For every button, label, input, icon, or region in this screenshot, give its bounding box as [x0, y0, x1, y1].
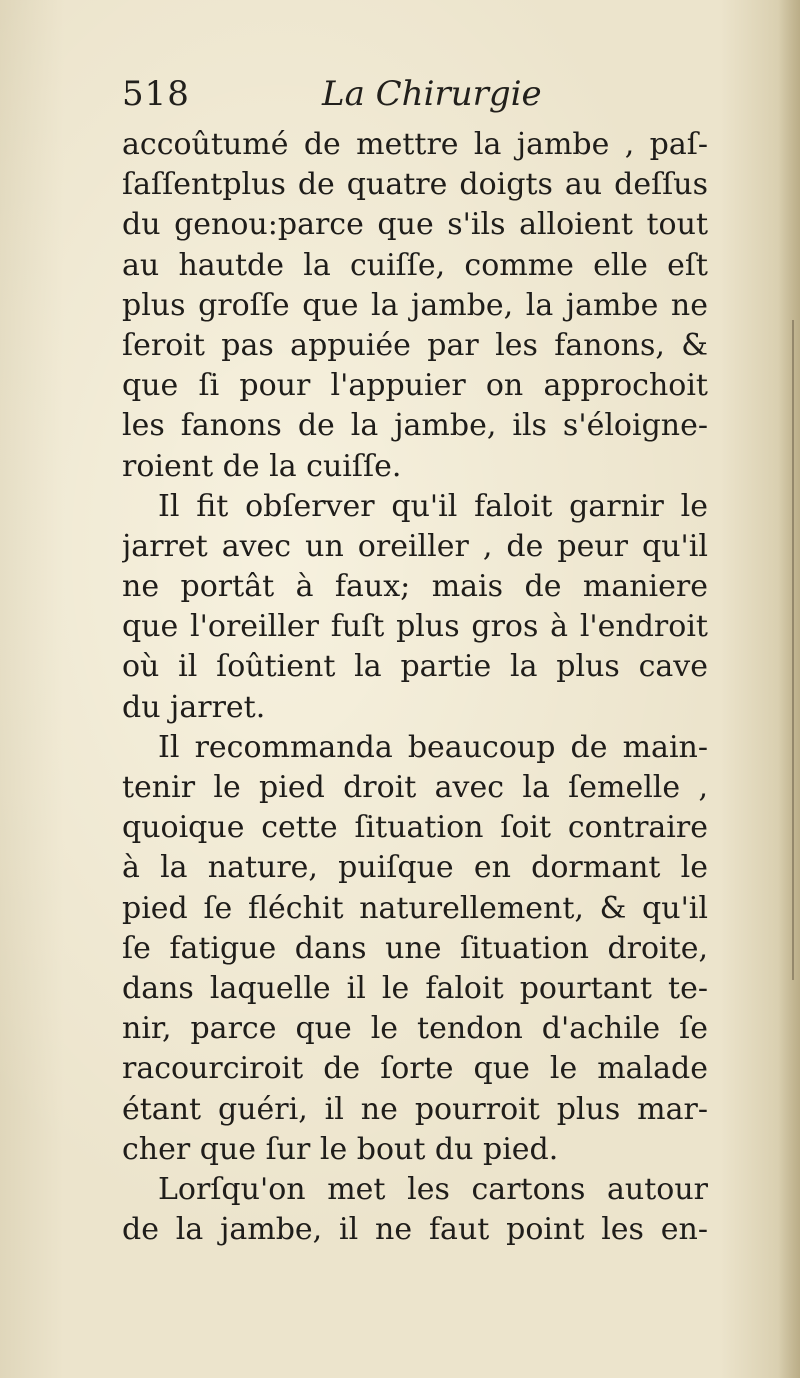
text-line: ne portât à faux; mais de maniere — [122, 569, 708, 605]
text-line: accoûtumé de mettre la jambe , paſ- — [122, 127, 708, 162]
body-text — [122, 125, 708, 1250]
page-edge-line — [792, 320, 794, 980]
text-line: Il fit obſerver qu'il faloit garnir le — [158, 488, 708, 524]
text-line: pied ſe fléchit naturellement, & qu'il — [122, 890, 708, 926]
text-line: à la nature, puiſque en dormant le — [122, 850, 708, 886]
text-line: quoique cette ſituation ſoit contraire — [122, 810, 708, 846]
text-line: les fanons de la jambe, ils s'éloigne- — [122, 408, 708, 444]
text-line: étant guéri, il ne pourroit plus mar- — [122, 1091, 708, 1127]
text-line: roient de la cuiſſe. — [122, 448, 402, 484]
text-line: Lorſqu'on met les cartons autour — [158, 1171, 708, 1207]
running-header — [122, 74, 562, 124]
running-title: La Chirurgie — [322, 74, 542, 114]
text-line: racourciroit de ſorte que le malade — [122, 1051, 708, 1087]
text-line: cher que ſur le bout du pied. — [122, 1131, 559, 1167]
text-line: où il ſoûtient la partie la plus cave — [122, 649, 708, 685]
text-line: du jarret. — [122, 689, 266, 725]
text-line: ſeroit pas appuiée par les fanons, & — [122, 327, 708, 363]
text-line: de la jambe, il ne faut point les en- — [122, 1212, 708, 1248]
text-line: que l'oreiller fuſt plus gros à l'endroit — [122, 609, 708, 645]
text-line: nir, parce que le tendon d'achile ſe — [122, 1011, 708, 1047]
text-line: que ſi pour l'appuier on approchoit — [122, 368, 708, 404]
page-number: 518 — [122, 74, 190, 114]
text-line: dans laquelle il le faloit pourtant te- — [122, 970, 708, 1006]
text-line: jarret avec un oreiller , de peur qu'il — [122, 528, 708, 564]
text-line: plus groſſe que la jambe, la jambe ne — [122, 287, 708, 323]
text-line: ſaſſentplus de quatre doigts au deſſus — [122, 167, 708, 203]
page-edge-shadow — [778, 0, 800, 1378]
text-line: Il recommanda beaucoup de main- — [158, 729, 708, 765]
text-line: du genou:parce que s'ils alloient tout — [122, 207, 708, 243]
text-line: ſe fatigue dans une ſituation droite, — [122, 930, 708, 966]
text-line: au hautde la cuiſſe, comme elle eſt — [122, 247, 708, 283]
text-line: tenir le pied droit avec la ſemelle , — [122, 770, 708, 805]
